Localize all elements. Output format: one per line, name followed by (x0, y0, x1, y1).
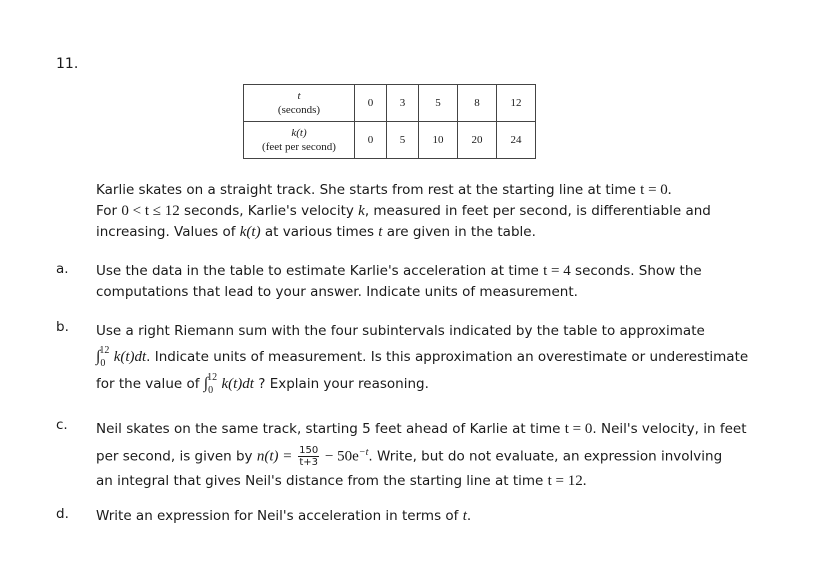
t-symbol: t (297, 90, 301, 102)
table-cell: 8 (458, 85, 497, 122)
table-cell: 0 (355, 122, 387, 159)
fraction: $\frac{150}{t+3}$ (299, 445, 319, 468)
k-units: (feet per second) (262, 141, 336, 153)
table-cell: 3 (387, 85, 419, 122)
integral-symbol: ∫ (203, 375, 209, 392)
part-c-letter: c. (56, 417, 68, 433)
intro-line: increasing. Values of k(t) at various times t are given in the table. (96, 224, 536, 240)
table-row-k (244, 122, 536, 159)
intro-line: Karlie skates on a straight track. She starts from rest at the starting line at time t = 0. (96, 182, 672, 198)
part-c-text: Neil skates on the same track, starting 5 feet ahead of Karlie at time t = 0. Neil's velocity, in feet per second, is given by n(t) = $\frac{150}{t+3}$ − $50e^{-t}$. Write, but do not evaluate, an expression involving an integral that gives Neil's distance from the starting line at time t = 12. (96, 421, 747, 489)
table-cell: 5 (387, 122, 419, 159)
t-units: (seconds) (277, 104, 321, 116)
table-cell: 10 (419, 122, 458, 159)
question-number: 11. (56, 56, 79, 72)
part-d-text: Write an expression for Neil's acceleration in terms of t. (96, 508, 472, 524)
part-d-letter: d. (56, 506, 69, 522)
part-b-letter: b. (56, 319, 69, 335)
part-a-letter: a. (56, 261, 69, 277)
intro-paragraph (96, 180, 786, 243)
part-b-text: Use a right Riemann sum with the four subintervals indicated by the table to approximate $\int_0^{12}$ k(t)dt. Indicate units of measurement. Is this approximation an overestimate or underestimate for the value of $\int_0^{12}$ k(t)dt ? Explain your reasoning. (96, 323, 749, 396)
table-cell: 20 (458, 122, 497, 159)
data-table (243, 84, 536, 159)
table-header-t (244, 85, 355, 122)
table-cell: 24 (497, 122, 536, 159)
table-header-k (244, 122, 355, 159)
table-cell: 5 (419, 85, 458, 122)
k-symbol: k(t) (291, 127, 307, 139)
part-a-text: Use the data in the table to estimate Karlie's acceleration at time t = 4 seconds. Show the computations that lead to your answer. Indicate units of measurement. (96, 263, 702, 300)
table-row-t (244, 85, 536, 122)
table-cell: 0 (355, 85, 387, 122)
integral-symbol: ∫ (96, 348, 101, 365)
intro-line: For 0 < t ≤ 12 seconds, Karlie's velocity k, measured in feet per second, is differentiable and (96, 203, 711, 219)
table-cell: 12 (497, 85, 536, 122)
